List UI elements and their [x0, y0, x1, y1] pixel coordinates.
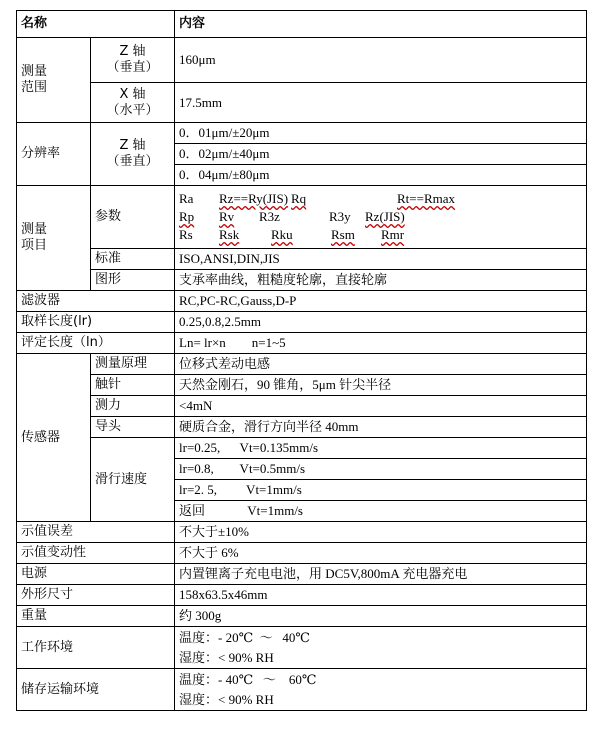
standard-label: 标准: [91, 249, 175, 270]
range-z-value: 160μm: [175, 38, 587, 83]
params-line-3: [179, 226, 582, 244]
range-z-label: Z 轴 （垂直）: [91, 38, 175, 83]
sensor-label: 传感器: [17, 354, 91, 522]
variation-label: 示值变动性: [17, 543, 175, 564]
error-value: 不大于±10%: [175, 522, 587, 543]
param-rsm: Rsm: [331, 227, 355, 242]
params-line-1: [179, 190, 582, 208]
operating-humidity: 湿度：< 90% RH: [179, 649, 274, 665]
error-label: 示值误差: [17, 522, 175, 543]
table-row: [17, 375, 587, 396]
resolution-value-3: 0．04μm/±80μm: [175, 165, 587, 186]
param-rq: Rq: [291, 191, 307, 206]
principle-value: 位移式差动电感: [175, 354, 587, 375]
force-label: 测力: [91, 396, 175, 417]
param-r3y: R3y: [329, 209, 351, 224]
filter-value: RC,PC-RC,Gauss,D-P: [175, 291, 587, 312]
operating-temp: 温度：- 20℃ ～ 40℃: [179, 629, 310, 645]
graph-label: 图形: [91, 270, 175, 291]
dimensions-label: 外形尺寸: [17, 585, 175, 606]
sampling-value: 0.25,0.8,2.5mm: [175, 312, 587, 333]
storage-env-label: 储存运输环境: [17, 669, 175, 711]
table-row: [17, 438, 587, 459]
table-row: [17, 123, 587, 144]
table-row: [17, 333, 587, 354]
speed-value-3: lr=2. 5, Vt=1mm/s: [175, 480, 587, 501]
table-row: [17, 627, 587, 669]
operating-env-value: [175, 627, 587, 669]
param-rv: Rv: [219, 209, 235, 224]
resolution-label: 分辨率: [17, 123, 91, 186]
table-row: [17, 249, 587, 270]
stylus-value: 天然金刚石，90 锥角，5μm 针尖半径: [175, 375, 587, 396]
sampling-label: 取样长度(lr): [17, 312, 175, 333]
param-rz-jis: Rz(JIS): [365, 209, 405, 224]
params-cell: [175, 186, 587, 249]
weight-label: 重量: [17, 606, 175, 627]
param-rsk: Rsk: [219, 227, 240, 242]
table-row: [17, 669, 587, 711]
table-row: [17, 291, 587, 312]
force-value: <4mN: [175, 396, 587, 417]
table-row: [17, 186, 587, 249]
param-spacer: [347, 190, 397, 208]
header-content: 内容: [175, 11, 587, 38]
table-row: [17, 312, 587, 333]
storage-env-value: [175, 669, 587, 711]
table-row: [17, 83, 587, 123]
power-label: 电源: [17, 564, 175, 585]
param-rs: Rs: [179, 227, 193, 242]
table-row: [17, 522, 587, 543]
dimensions-value: 158x63.5x46mm: [175, 585, 587, 606]
table-row: [17, 606, 587, 627]
range-x-label: X 轴 （水平）: [91, 83, 175, 123]
guide-value: 硬质合金，滑行方向半径 40mm: [175, 417, 587, 438]
variation-value: 不大于 6%: [175, 543, 587, 564]
speed-value-1: lr=0.25, Vt=0.135mm/s: [175, 438, 587, 459]
graph-value: 支承率曲线，粗糙度轮廓，直接轮廓: [175, 270, 587, 291]
param-ra: Ra: [179, 191, 194, 206]
resolution-value-2: 0．02μm/±40μm: [175, 144, 587, 165]
weight-value: 约 300g: [175, 606, 587, 627]
evaluation-value: Ln= lr×n n=1~5: [175, 333, 587, 354]
speed-label: 滑行速度: [91, 438, 175, 522]
table-row: [17, 543, 587, 564]
range-label: 测量 范围: [17, 38, 91, 123]
resolution-value-1: 0．01μm/±20μm: [175, 123, 587, 144]
param-rt-rmax: Rt==Rmax: [397, 191, 456, 206]
table-row: [17, 417, 587, 438]
principle-label: 测量原理: [91, 354, 175, 375]
operating-env-label: 工作环境: [17, 627, 175, 669]
items-label: 测量 项目: [17, 186, 91, 291]
evaluation-label: 评定长度（ln）: [17, 333, 175, 354]
table-row: [17, 564, 587, 585]
table-row: [17, 585, 587, 606]
param-rp: Rp: [179, 209, 195, 224]
filter-label: 滤波器: [17, 291, 175, 312]
speed-value-2: lr=0.8, Vt=0.5mm/s: [175, 459, 587, 480]
param-rz-ry: Rz==Ry(JIS): [219, 191, 289, 206]
speed-value-4: 返回 Vt=1mm/s: [175, 501, 587, 522]
params-line-2: [179, 208, 582, 226]
table-row: [17, 396, 587, 417]
storage-temp: 温度：- 40℃ ～ 60℃: [179, 671, 317, 687]
resolution-z-label: Z 轴 （垂直）: [91, 123, 175, 186]
table-row: [17, 270, 587, 291]
param-rmr: Rmr: [381, 227, 405, 242]
header-name: 名称: [17, 11, 175, 38]
spec-table: [16, 10, 587, 711]
table-row: [17, 354, 587, 375]
param-rku: Rku: [271, 227, 293, 242]
guide-label: 导头: [91, 417, 175, 438]
range-x-value: 17.5mm: [175, 83, 587, 123]
params-label: 参数: [91, 186, 175, 249]
table-header-row: [17, 11, 587, 38]
stylus-label: 触针: [91, 375, 175, 396]
standard-value: ISO,ANSI,DIN,JIS: [175, 249, 587, 270]
storage-humidity: 湿度：< 90% RH: [179, 691, 274, 707]
table-row: [17, 38, 587, 83]
param-r3z: R3z: [259, 209, 280, 224]
power-value: 内置锂离子充电电池，用 DC5V,800mA 充电器充电: [175, 564, 587, 585]
